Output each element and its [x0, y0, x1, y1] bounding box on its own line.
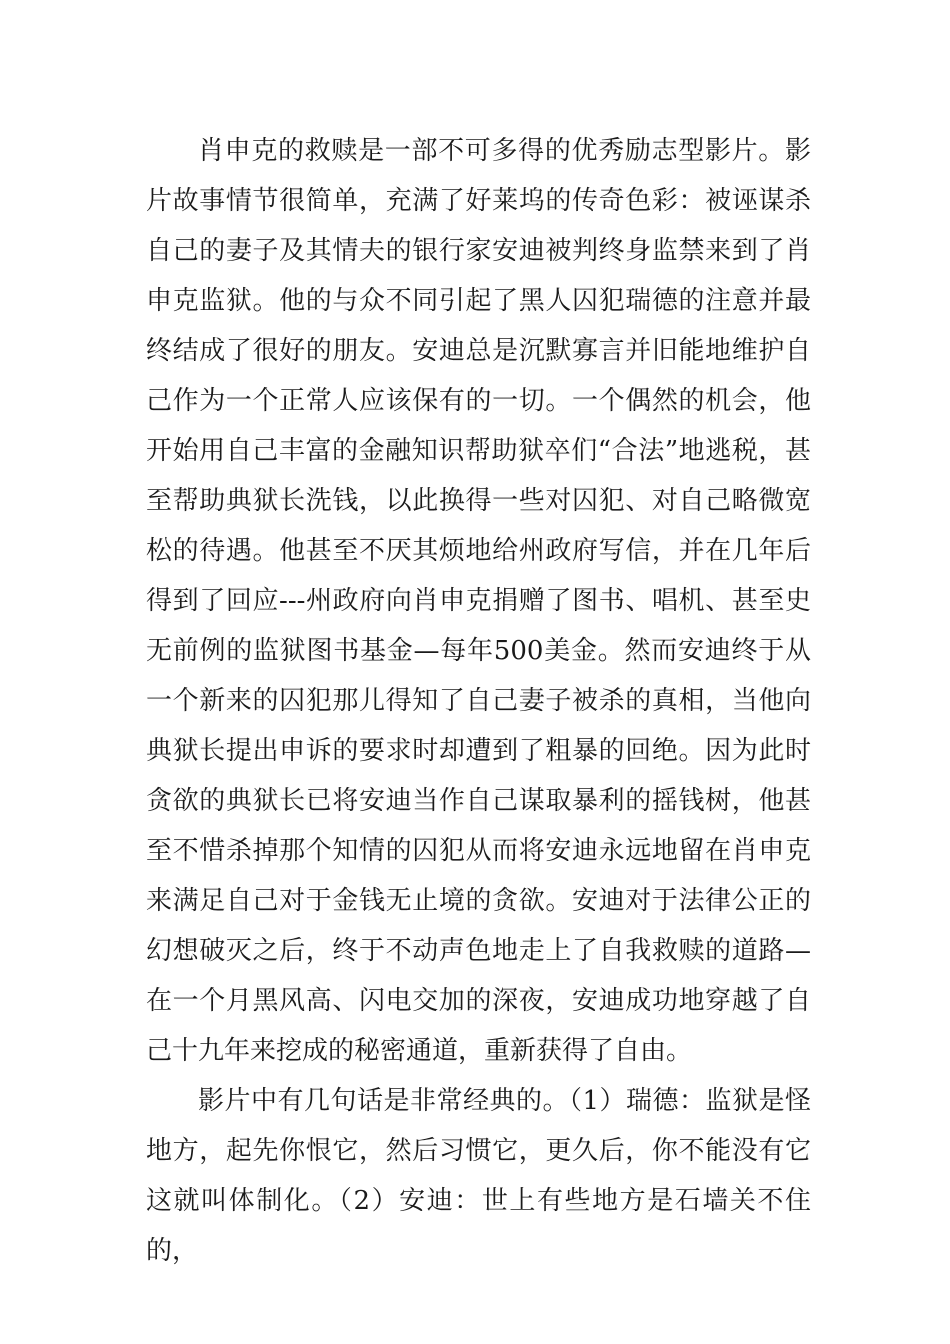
- paragraph-quotes: 影片中有几句话是非常经典的。（1）瑞德：监狱是怪地方，起先你恨它，然后习惯它，更久后，你不能没有它这就叫体制化。（2）安迪：世上有些地方是石墙关不住的，: [146, 1086, 811, 1266]
- document-body: [146, 126, 811, 1276]
- paragraph-plot-summary: 肖申克的救赎是一部不可多得的优秀励志型影片。影片故事情节很简单，充满了好莱坞的传奇色彩：被诬谋杀自己的妻子及其情夫的银行家安迪被判终身监禁来到了肖申克监狱。他的与众不同引起了黑人囚犯瑞德的注意并最终结成了很好的朋友。安迪总是沉默寡言并旧能地维护自己作为一个正常人应该保有的一切。一个偶然的机会，他开始用自己丰富的金融知识帮助狱卒们“合法”地逃税，甚至帮助典狱长洗钱，以此换得一些对囚犯、对自己略微宽松的待遇。他甚至不厌其烦地给州政府写信，并在几年后得到了回应---州政府向肖申克捐赠了图书、唱机、甚至史无前例的监狱图书基金—每年500美金。然而安迪终于从一个新来的囚犯那儿得知了自己妻子被杀的真相，当他向典狱长提出申诉的要求时却遭到了粗暴的回绝。因为此时贪欲的典狱长已将安迪当作自己谋取暴利的摇钱树，他甚至不惜杀掉那个知情的囚犯从而将安迪永远地留在肖申克来满足自己对于金钱无止境的贪欲。安迪对于法律公正的幻想破灭之后，终于不动声色地走上了自我救赎的道路—在一个月黑风高、闪电交加的深夜，安迪成功地穿越了自己十九年来挖成的秘密通道，重新获得了自由。: [146, 136, 811, 1066]
